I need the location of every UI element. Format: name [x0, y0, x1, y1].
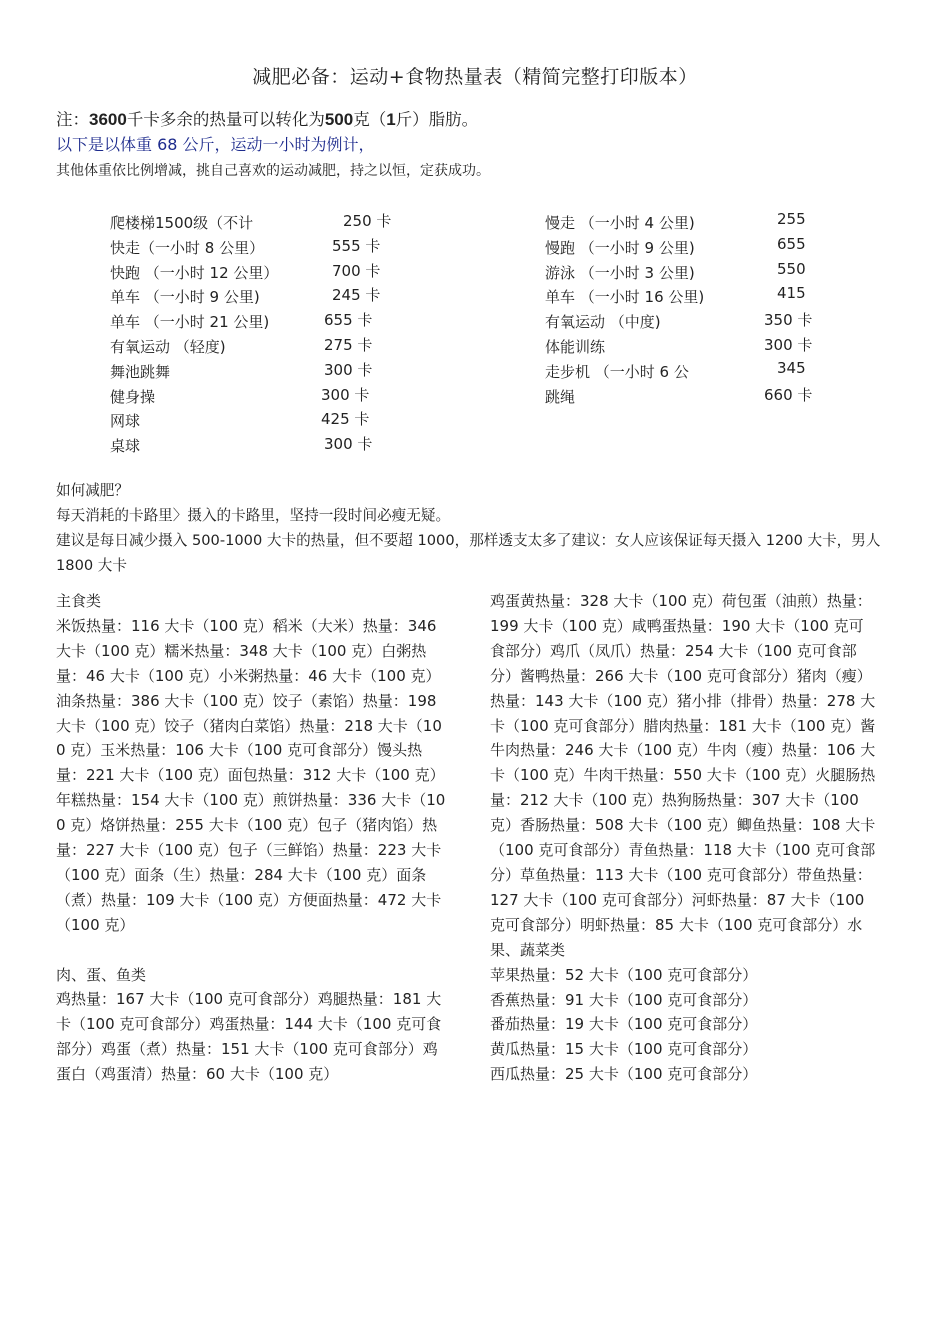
- exercise-calories: 345: [777, 358, 806, 377]
- exercise-name: 单车 （一小时 16 公里): [545, 288, 705, 307]
- exercise-calories: 555 卡: [332, 236, 381, 255]
- note-text-a: 千卡多余的热量可以转化为: [126, 110, 325, 129]
- note-weight-basis: 以下是以体重 68 公斤，运动一小时为例计，: [56, 135, 375, 154]
- food-column-right: [490, 589, 878, 1087]
- exercise-calories: 655: [777, 234, 806, 253]
- page-title: 减肥必备：运动+食物热量表（精简完整打印版本）: [252, 66, 698, 88]
- note-text-c: 斤）脂肪。: [395, 110, 479, 129]
- meat-heading: 肉、蛋、鱼类: [56, 965, 147, 984]
- staple-text: 米饭热量：116 大卡（100 克）稻米（大米）热量：346 大卡（100 克）糯米热量：348 大卡（100 克）白粥热量：46 大卡（100 克）小米粥热量：46 大卡（100 克）油条热量：386 大卡（100 克）饺子（素馅）热量：198 大卡（100 克）饺子（猪肉白菜馅）热量：218 大卡（100 克）玉米热量：106 大卡（100 克可食部分）馒头热量：221 大卡（100 克）面包热量：312 大卡（100 克）年糕热量：154 大卡（100 克）煎饼热量：336 大卡（100 克）烙饼热量：255 大卡（100 克）包子（猪肉馅）热量：227 大卡（100 克）包子（三鲜馅）热量：223 大卡（100 克）面条（生）热量：284 大卡（100 克）面条（煮）热量：109 大卡（100 克）方便面热量：472 大卡（100 克）: [56, 616, 446, 934]
- exercise-name: 慢跑 （一小时 9 公里): [545, 238, 695, 257]
- exercise-name: 单车 （一小时 21 公里): [110, 313, 270, 332]
- fruit-item: 番茄热量：19 大卡（100 克可食部分）: [490, 1015, 758, 1034]
- exercise-calories: 300 卡: [764, 335, 813, 354]
- note-text-b: 克（: [353, 110, 387, 129]
- exercise-calories: 415: [777, 284, 806, 303]
- fruit-item: 香蕉热量：91 大卡（100 克可食部分）: [490, 990, 758, 1009]
- how-to-heading: 如何减肥？: [56, 482, 129, 499]
- exercise-calories: 300 卡: [324, 435, 373, 454]
- exercise-calories: 300 卡: [321, 385, 370, 404]
- fruit-item: 西瓜热量：25 大卡（100 克可食部分）: [490, 1065, 758, 1084]
- note-advice: 其他体重依比例增减，挑自己喜欢的运动减肥，持之以恒，定获成功。: [56, 163, 490, 179]
- exercise-name: 快走（一小时 8 公里）: [110, 238, 265, 257]
- exercise-calories: 660 卡: [764, 385, 813, 404]
- exercise-calories: 655 卡: [324, 311, 373, 330]
- exercise-name: 游泳 （一小时 3 公里): [545, 263, 695, 282]
- exercise-name: 慢走 （一小时 4 公里): [545, 214, 695, 232]
- exercise-calories: 350 卡: [764, 311, 813, 330]
- exercise-name: 网球: [110, 412, 141, 431]
- exercise-name: 跳绳: [545, 387, 576, 406]
- note-prefix: 注：: [56, 110, 89, 129]
- exercise-name: 走步机 （一小时 6 公: [545, 362, 689, 381]
- meat-continued-text: 鸡蛋黄热量：328 大卡（100 克）荷包蛋（油煎）热量：199 大卡（100 克）咸鸭蛋热量：190 大卡（100 克可食部分）鸡爪（凤爪）热量：254 大卡（100 克可食部分）酱鸭热量：266 大卡（100 克可食部分）猪肉（瘦）热量：143 大卡（100 克）猪小排（排骨）热量：278 大卡（100 克可食部分）腊肉热量：181 大卡（100 克）酱牛肉热量：246 大卡（100 克）牛肉（瘦）热量：106 大卡（100 克）牛肉干热量：550 大卡（100 克）火腿肠热量：212 大卡（100 克）热狗肠热量：307 大卡（100 克）香肠热量：508 大卡（100 克）鲫鱼热量：108 大卡（100 克可食部分）青鱼热量：118 大卡（100 克可食部分）草鱼热量：113 大卡（100 克可食部分）带鱼热量：127 大卡（100 克可食部分）河虾热量：87 大卡（100 克可食部分）明虾热量：85 大卡（100 克可食部分）水果、蔬菜类: [490, 592, 876, 959]
- how-to-section: [56, 478, 886, 578]
- exercise-name: 健身操: [110, 387, 156, 406]
- exercise-calories: 700 卡: [332, 261, 381, 280]
- note-gram-number: 500: [324, 110, 354, 129]
- exercise-name: 有氧运动 （中度): [545, 313, 661, 332]
- note-kcal-number: 3600: [89, 110, 127, 129]
- exercise-calories: 550: [777, 259, 806, 278]
- fruit-item: 黄瓜热量：15 大卡（100 克可食部分）: [490, 1040, 758, 1059]
- exercise-name: 舞池跳舞: [110, 362, 171, 381]
- note-jin-number: 1: [386, 110, 396, 129]
- meat-text: 鸡热量：167 大卡（100 克可食部分）鸡腿热量：181 大卡（100 克可食部分）鸡蛋热量：144 大卡（100 克可食部分）鸡蛋（煮）热量：151 大卡（100 克可食部分）鸡蛋白（鸡蛋清）热量：60 大卡（100 克）: [56, 990, 442, 1084]
- exercise-calories: 245 卡: [332, 286, 381, 305]
- exercise-name: 桌球: [110, 437, 141, 456]
- staple-heading: 主食类: [56, 592, 102, 610]
- food-column-left: [56, 589, 451, 1087]
- note-conversion: [56, 106, 478, 130]
- exercise-name: 单车 （一小时 9 公里): [110, 288, 260, 307]
- exercise-name: 爬楼梯1500级（不计: [110, 214, 254, 232]
- exercise-calories: 425 卡: [321, 410, 370, 429]
- exercise-calories: 300 卡: [324, 360, 373, 379]
- exercise-name: 体能训练: [545, 337, 606, 356]
- exercise-calories: 250 卡: [343, 212, 392, 230]
- exercise-name: 有氧运动 （轻度): [110, 337, 226, 356]
- how-to-line-1: 每天消耗的卡路里〉摄入的卡路里，坚持一段时间必瘦无疑。: [56, 507, 451, 524]
- fruit-item: 苹果热量：52 大卡（100 克可食部分）: [490, 965, 758, 984]
- how-to-line-2: 建议是每日减少摄入 500-1000 大卡的热量，但不要超 1000，那样透支太多了建议：女人应该保证每天摄入 1200 大卡，男人 1800 大卡: [56, 532, 881, 574]
- exercise-calories: 255: [777, 210, 806, 228]
- exercise-calories: 275 卡: [324, 335, 373, 354]
- exercise-name: 快跑 （一小时 12 公里）: [110, 263, 279, 282]
